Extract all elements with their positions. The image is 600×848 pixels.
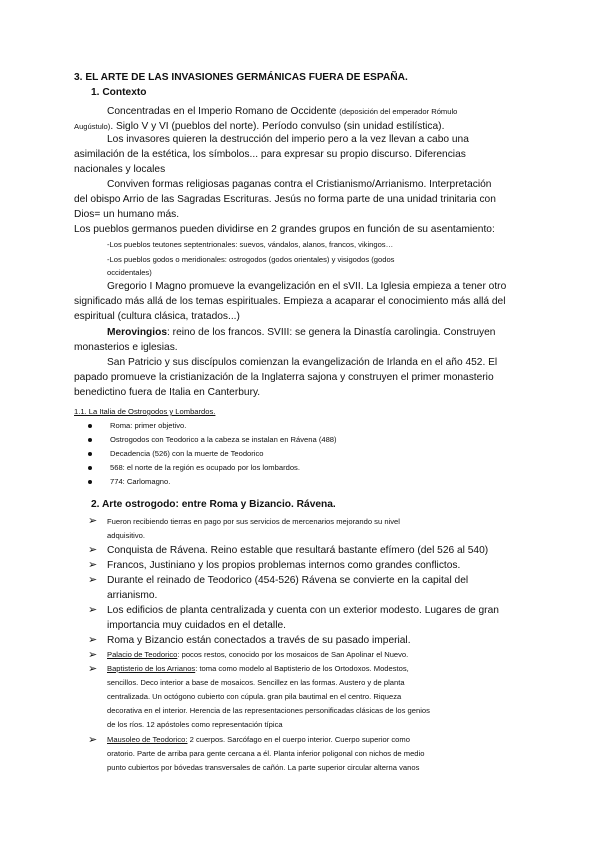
paragraph-1-text-2: . Siglo V y VI (pueblos del norte). Período convulso (sin unidad estilística). (110, 121, 445, 132)
paragraph-2-line-2: asimilación de la estética, los símbolos... para expresar su propio discurso. Diferencias (74, 149, 466, 160)
list-item: Roma: primer objetivo. (110, 421, 187, 430)
document-heading: 3. EL ARTE DE LAS INVASIONES GERMÁNICAS FUERA DE ESPAÑA. (74, 72, 408, 83)
bullet-icon (88, 466, 92, 470)
arrow-bullet-icon: ➢ (88, 734, 98, 746)
section-1-title: 1. Contexto (91, 87, 147, 98)
group-2-line-2: occidentales) (107, 268, 152, 277)
paragraph-7-line-3: benedictino fuera de Italia en Canterbury. (74, 387, 261, 398)
section-2-item-8-line-1 (107, 662, 409, 675)
bullet-icon (88, 438, 92, 442)
palacio-text: : pocos restos, conocido por los mosaicos de San Apolinar el Nuevo. (177, 650, 409, 659)
list-item: Decadencia (526) con la muerte de Teodorico (110, 449, 264, 458)
section-2-item-5-line-1: Los edificios de planta centralizada y cuenta con un exterior modesto. Lugares de gran (107, 605, 499, 616)
arrow-bullet-icon: ➢ (88, 574, 98, 586)
group-2-line-1: -Los pueblos godos o meridionales: ostrogodos (godos orientales) y visigodos (godos (107, 255, 395, 264)
baptisterio-term: Baptisterio de los Arrianos (107, 664, 196, 673)
section-2-item-4-line-1: Durante el reinado de Teodorico (454-526) Rávena se convierte en la capital del (107, 575, 469, 586)
section-2-item-5-line-2: importancia muy cuidados en el detalle. (107, 620, 286, 631)
paragraph-3-line-1: Conviven formas religiosas paganas contra el Cristianismo/Arrianismo. Interpretación (107, 179, 492, 190)
mausoleo-term: Mausoleo de Teodorico: (107, 735, 188, 744)
arrow-bullet-icon: ➢ (88, 515, 98, 527)
section-2-item-2: Conquista de Rávena. Reino estable que resultará bastante efímero (del 526 al 540) (107, 545, 489, 556)
bullet-icon (88, 452, 92, 456)
arrow-bullet-icon: ➢ (88, 544, 98, 556)
paragraph-1-small-2: Augústulo) (74, 122, 111, 131)
section-2-item-9-line-3: punto cubiertos por bóvedas transversales de cañón. La parte superior circular alterna vanos (107, 763, 420, 772)
paragraph-5-line-1: Gregorio I Magno promueve la evangelización en el sVII. La Iglesia empieza a tener otro (107, 281, 507, 292)
section-2-title: 2. Arte ostrogodo: entre Roma y Bizancio. Rávena. (91, 499, 336, 510)
section-2-item-9-line-1 (107, 733, 410, 746)
palacio-term: Palacio de Teodorico (107, 650, 178, 659)
arrow-bullet-icon: ➢ (88, 663, 98, 675)
bullet-icon (88, 424, 92, 428)
section-2-item-1-line-1: Fueron recibiendo tierras en pago por sus servicios de mercenarios mejorando su nivel (107, 517, 400, 526)
section-2-item-9-line-2: oratorio. Parte de arriba para gente cercana a él. Planta inferior poligonal con nichos de medio (107, 749, 425, 758)
paragraph-6-line-2: monasterios e iglesias. (74, 342, 178, 353)
section-2-item-1-line-2: adquisitivo. (107, 531, 145, 540)
paragraph-3-line-3: Dios= un humano más. (74, 209, 180, 220)
bullet-icon (88, 480, 92, 484)
section-2-item-7 (107, 648, 408, 661)
merovingios-term: Merovingios (107, 327, 168, 338)
paragraph-3-line-2: del obispo Arrio de las Sagradas Escrituras. Jesús no forma parte de una unidad trinitaria con (74, 194, 496, 205)
paragraph-2-line-1: Los invasores quieren la destrucción del imperio pero a la vez llevan a cabo una (107, 134, 469, 145)
list-item: 568: el norte de la región es ocupado por los lombardos. (110, 463, 300, 472)
section-2-item-3: Francos, Justiniano y los propios problemas internos como grandes conflictos. (107, 560, 461, 571)
section-2-item-6: Roma y Bizancio están conectados a través de su pasado imperial. (107, 635, 411, 646)
paragraph-1-text: Concentradas en el Imperio Romano de Occidente (107, 106, 340, 117)
section-2-item-8-line-3: centralizada. Un octógono cubierto con cúpula. gran pila bautimal en el centro. Riqueza (107, 692, 402, 701)
section-2-item-8-line-2: sencillos. Deco interior a base de mosaicos. Sencillez en las formas. Austero y de planta (107, 678, 405, 687)
section-2-item-8-line-4: decorativa en el interior. Herencia de las representaciones personificadas clásicas de los genios (107, 706, 430, 715)
paragraph-7-line-2: papado promueve la cristianización de la Inglaterra sajona y construyen el primer monasterio (74, 372, 494, 383)
list-item: 774: Carlomagno. (110, 477, 171, 486)
arrow-bullet-icon: ➢ (88, 559, 98, 571)
section-1-1-title: 1.1. La Italia de Ostrogodos y Lombardos. (74, 407, 216, 416)
baptisterio-text: : toma como modelo al Baptisterio de los Ortodoxos. Modestos, (195, 664, 409, 673)
paragraph-6-line-1 (107, 325, 495, 341)
list-item: Ostrogodos con Teodorico a la cabeza se instalan en Rávena (488) (110, 435, 337, 444)
paragraph-7-line-1: San Patricio y sus discípulos comienzan la evangelización de Irlanda en el año 452. El (107, 357, 498, 368)
paragraph-4: Los pueblos germanos pueden dividirse en 2 grandes grupos en función de su asentamiento: (74, 224, 495, 235)
mausoleo-text: 2 cuerpos. Sarcófago en el cuerpo interior. Cuerpo superior como (187, 735, 410, 744)
group-1: -Los pueblos teutones septentrionales: suevos, vándalos, alanos, francos, vikingos… (107, 240, 394, 249)
paragraph-5-line-3: espiritual (cultura clásica, tratados...) (74, 311, 240, 322)
arrow-bullet-icon: ➢ (88, 649, 98, 661)
paragraph-2-line-3: nacionales y locales (74, 164, 166, 175)
arrow-bullet-icon: ➢ (88, 634, 98, 646)
paragraph-1-small: (deposición del emperador Rómulo (339, 107, 458, 116)
paragraph-6-text: : reino de los francos. SVIII: se genera la Dinastía carolingia. Construyen (167, 327, 496, 338)
paragraph-5-line-2: significado más allá de los temas espirituales. Empieza a acaparar el conocimiento más allá del (74, 296, 506, 307)
arrow-bullet-icon: ➢ (88, 604, 98, 616)
section-2-item-8-line-5: de los ríos. 12 apóstoles como representación típica (107, 720, 283, 729)
section-2-item-4-line-2: arrianismo. (107, 590, 158, 601)
